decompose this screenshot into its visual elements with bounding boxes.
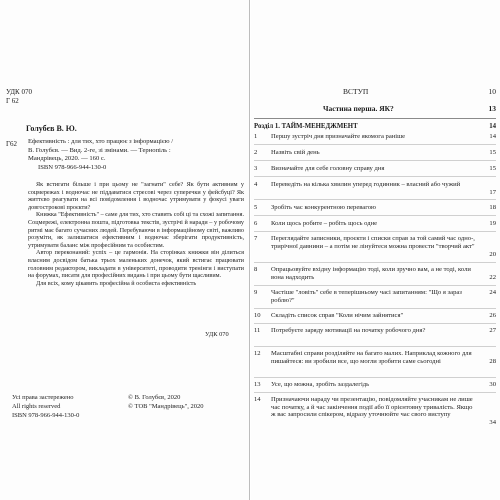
toc-item <box>254 204 496 212</box>
toc-item-number: 8 <box>254 266 258 273</box>
toc-item <box>254 350 496 374</box>
annotation-paragraph: Як встигати більше і при цьому не "загнати" себе? Як бути активним у соцмережах і водночас не піддаватися стресові через суперечки у фейсбуці? Як життєво реагувати на всі повідомлення і водночас утримувати у фокусі уваги довгострокові проєкти? <box>28 181 244 211</box>
toc-item-number: 12 <box>254 350 261 357</box>
toc-item <box>254 312 496 320</box>
divider <box>254 346 496 347</box>
toc-item-page: 27 <box>489 327 496 334</box>
toc-item-page: 24 <box>489 289 496 296</box>
annotation-paragraph: Автор переконаний: успіх – це гармонія. На сторінках книжки він ділиться власним досвідом батька трьох маленьких донечок, який встигає працювати головним редактором, викладати в університеті, проводити тренінги і виступати на форумах, писати для професійних видань і при цьому бути щасливим. <box>28 249 244 280</box>
dedication: Для всіх, кому цікавить професійна й особиста ефективність <box>36 279 197 287</box>
toc-item-page: 14 <box>489 133 496 140</box>
toc-item-title: Частіше "ловіть" себе в теперішньому часі запитанням: "Що я зараз роблю?" <box>271 289 462 304</box>
rights-reserved-ua: Усі права застережено <box>12 394 74 401</box>
annotation <box>28 181 244 287</box>
toc-item-page: 19 <box>489 220 496 227</box>
divider <box>254 377 496 378</box>
toc-item <box>254 327 496 343</box>
toc-intro-page: 10 <box>488 87 496 96</box>
toc-intro-title: ВСТУП <box>343 87 369 96</box>
toc-item-title: Назвіть свій день <box>271 149 320 156</box>
toc-item <box>254 381 496 389</box>
toc-item-page: 20 <box>489 251 496 258</box>
toc-item-number: 14 <box>254 396 261 403</box>
divider <box>254 176 496 177</box>
toc-item <box>254 396 496 428</box>
toc-item <box>254 220 496 228</box>
toc-item-number: 10 <box>254 312 261 319</box>
toc-item-title: Призначаючи нараду чи презентацію, повідомляйте учасникам не лише час початку, а й час закінчення події або її орієнтовну тривалість. Якщо ж вас запросили спікером, відразу уточнюйте час свого виступу <box>271 396 473 419</box>
toc-item-page: 15 <box>489 149 496 156</box>
author-name: Голубєв В. Ю. <box>26 124 77 133</box>
bib-line: Ефективність : для тих, хто працює з інформацією / <box>28 138 174 145</box>
divider <box>254 392 496 393</box>
isbn: ISBN 978-966-944-130-0 <box>38 163 107 171</box>
divider <box>254 160 496 161</box>
divider <box>254 144 496 145</box>
divider <box>254 262 496 263</box>
toc-item <box>254 235 496 259</box>
toc-item-number: 7 <box>254 235 258 242</box>
toc-item <box>254 149 496 157</box>
toc-item <box>254 181 496 197</box>
toc-item-title: Опрацьовуйте вхідну інформацію тоді, коли зручно вам, а не тоді, коли вона надходить <box>271 266 471 281</box>
toc-item <box>254 133 496 141</box>
toc-section-page: 14 <box>489 123 496 130</box>
toc-item-title: Коли щось робите – робіть щось одне <box>271 220 378 227</box>
toc-item-page: 26 <box>489 312 496 319</box>
toc-item-title: Потребуєте заряду мотивації на початку робочого дня? <box>271 327 426 334</box>
toc-item-page: 17 <box>489 189 496 196</box>
toc-part-title: Частина перша. ЯК? <box>323 104 394 113</box>
toc-item <box>254 266 496 282</box>
toc-item <box>254 289 496 305</box>
annotation-paragraph: Книжка "Ефективність" – саме для тих, хто ставить собі ці та схожі запитання. Соцмережі, електронна пошта, підготовка текстів, зустрічі й наради – у робочому ритмі має багато сучасних людей. Перебуваючи в інформаційному світі, важливо розуміти, як залишатися ефективним і водночас зберігати продуктивність, утримувати баланс між професійним та особистим. <box>28 211 244 249</box>
divider <box>254 118 496 119</box>
divider <box>254 308 496 309</box>
toc-item-title: Складіть список справ "Коли нічим зайнятися" <box>271 312 404 319</box>
toc-item-number: 1 <box>254 133 258 140</box>
bib-line: Мандрівець, 2020. — 160 с. <box>28 155 106 162</box>
toc-item-page: 28 <box>489 358 496 365</box>
toc-item-page: 34 <box>489 419 496 426</box>
divider <box>254 231 496 232</box>
toc-item-number: 13 <box>254 381 261 388</box>
toc-section-title: Розділ 1. ТАЙМ-МЕНЕДЖМЕНТ <box>254 123 358 130</box>
toc-item-number: 4 <box>254 181 258 188</box>
toc-item-title: Визначайте для себе головну справу дня <box>271 165 385 172</box>
g-code: Г62 <box>6 140 18 148</box>
toc-item-title: Першу зустріч дня призначайте якомога раніше <box>271 133 406 140</box>
toc-item-number: 9 <box>254 289 258 296</box>
copyright-author: © В. Голубєв, 2020 <box>128 394 181 401</box>
right-page-table-of-contents <box>251 0 500 500</box>
divider <box>254 215 496 216</box>
toc-item-number: 11 <box>254 327 261 334</box>
toc-item-number: 6 <box>254 220 258 227</box>
divider <box>254 285 496 286</box>
divider <box>254 199 496 200</box>
bib-line: В. Голубєв. — Вид. 2-ге, зі змінами. — Тернопіль : <box>28 146 171 154</box>
toc-part-page: 13 <box>488 104 496 113</box>
toc-item-page: 22 <box>489 274 496 281</box>
toc-item-page: 15 <box>489 165 496 172</box>
toc-item-title: Зробіть час конкурентною перевагою <box>271 204 376 211</box>
divider <box>254 323 496 324</box>
toc-item-page: 30 <box>489 381 496 388</box>
toc-item-number: 5 <box>254 204 258 211</box>
g-code-top: Г 62 <box>6 97 19 105</box>
isbn-bottom: ISBN 978-966-944-130-0 <box>12 412 80 419</box>
udk-code-top: УДК 070 <box>6 88 32 96</box>
toc-item-number: 3 <box>254 165 258 172</box>
toc-item <box>254 165 496 173</box>
toc-item-page: 18 <box>489 204 496 211</box>
toc-item-title: Усе, що можна, зробіть заздалегідь <box>271 381 370 388</box>
toc-item-title: Масштабні справи розділяйте на багато малих. Наприклад кожного для пишайтеся: ви зробили все, що могли зробити саме сьогодні <box>271 350 472 365</box>
bibliographic-record <box>28 138 244 172</box>
toc-item-title: Переглядайте записники, проєкти і списки справ за той самий час одно-, трирічної давнини – а потім не лінуйтеся можна провести "творчий акт" <box>271 235 475 250</box>
udk-code-bottom: УДК 070 <box>205 331 229 338</box>
rights-reserved-en: All rights reserved <box>12 403 61 410</box>
copyright-publisher: © ТОВ "Мандрівець", 2020 <box>128 403 204 410</box>
toc-item-title: Переведіть на кілька хвилин уперед годинник – власний або чужий <box>271 181 461 188</box>
toc-item-number: 2 <box>254 149 258 156</box>
